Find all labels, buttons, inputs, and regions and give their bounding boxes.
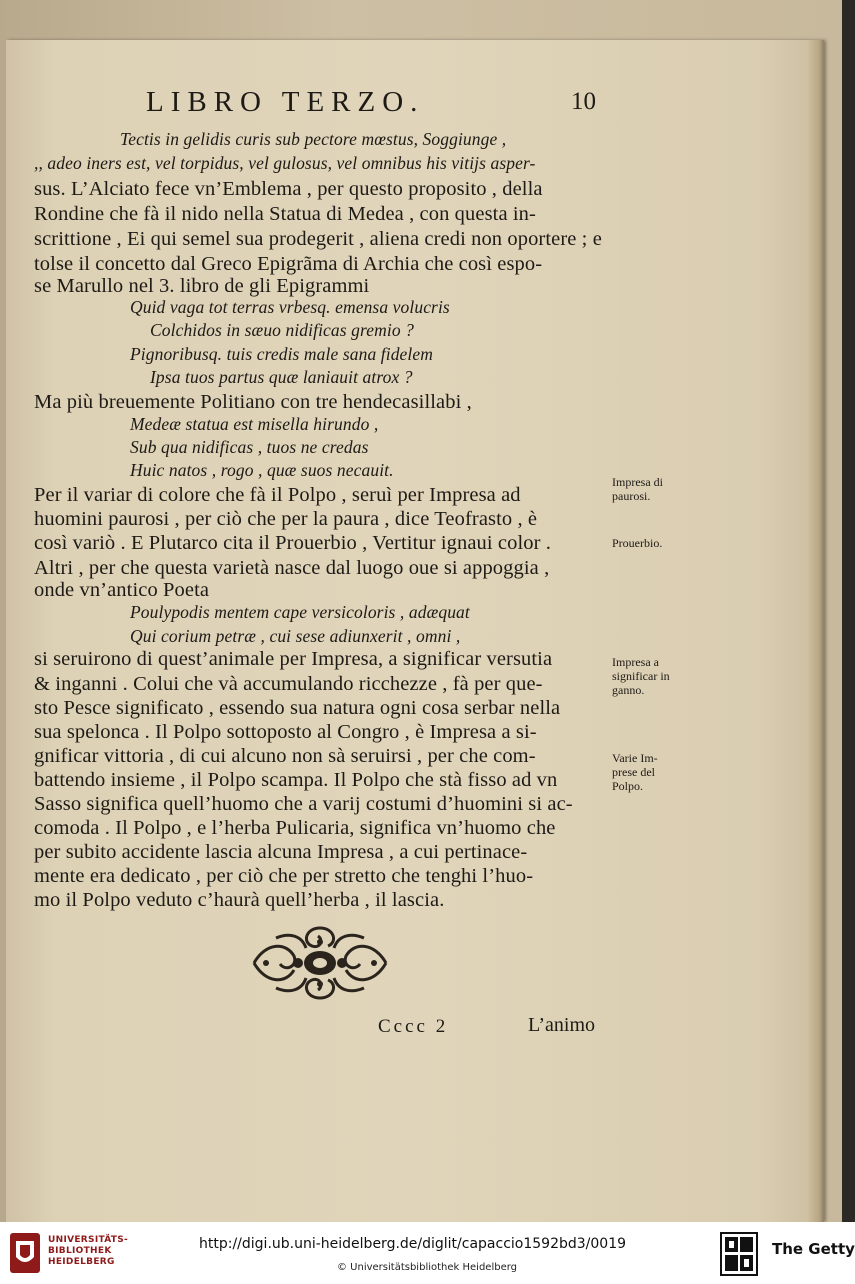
margin-note-line: Prouerbio. [612,536,663,550]
verse-line: Qui corium petræ , cui sese adiunxerit , omni , [130,626,461,646]
verse-line: Sub qua nidificas , tuos ne credas [130,437,369,457]
text-line: gnificar vittoria , di cui alcuno non sà seruirsi , per che com- [34,745,536,767]
text-line: sua spelonca . Il Polpo sottoposto al Congro , è Impresa a si- [34,721,537,743]
text-line: onde vn’antico Poeta [34,579,210,601]
verse-line: Pignoribusq. tuis credis male sana fidelem [130,344,433,364]
text-line: si seruirono di quest’animale per Impresa, a significar versutia [34,648,553,670]
margin-note-line: Polpo. [612,779,644,793]
margin-note [612,475,663,503]
text-line: sto Pesce significato , essendo sua natura ogni cosa serbar nella [34,697,561,719]
text-line: mente era dedicato , per ciò che per stretto che tenghi l’huo- [34,865,534,887]
institution-line: BIBLIOTHEK [48,1246,112,1256]
text-line: Tectis in gelidis curis sub pectore mœstus, Soggiunge , [120,129,507,149]
margin-note [612,751,658,793]
text-line: per subito accidente lascia alcuna Impresa , a cui pertinace- [34,841,528,863]
page-edge [808,40,824,1222]
fleuron-ornament-icon [246,922,394,1004]
institution-name [48,1235,128,1268]
margin-note [612,655,670,697]
text-line: Rondine che fà il nido nella Statua di Medea , con questa in- [34,203,536,225]
permalink-url[interactable]: http://digi.ub.uni-heidelberg.de/diglit/capaccio1592bd3/0019 [199,1236,627,1252]
text-line: comoda . Il Polpo , e l’herba Pulicaria, significa vn’huomo che [34,817,556,839]
verse-line: Huic natos , rogo , quæ suos necauit. [130,460,394,480]
text-line: mo il Polpo veduto c’haurà quell’herba , il lascia. [34,889,445,911]
getty-logo-icon [720,1232,758,1276]
verse-line: Ipsa tuos partus quæ laniauit atrox ? [150,367,413,387]
verse-line: Colchidos in sæuo nidificas gremio ? [150,320,414,340]
catchword: L’animo [528,1014,596,1036]
margin-note-line: paurosi. [612,489,651,503]
verse-line: Quid vaga tot terras vrbesq. emensa volucris [130,297,450,317]
verse-line: Poulypodis mentem cape versicoloris , adæquat [130,602,470,622]
margin-note-line: prese del [612,765,655,779]
text-line: Ma più breuemente Politiano con tre hendecasillabi , [34,391,472,413]
running-title: LIBRO TERZO. [146,86,425,118]
text-line: se Marullo nel 3. libro de gli Epigrammi [34,275,370,297]
university-seal-icon [8,1231,42,1275]
text-line: huomini paurosi , per ciò che per la paura , dice Teofrasto , è [34,508,538,530]
text-line: Per il variar di colore che fà il Polpo , seruì per Impresa ad [34,484,521,506]
institution-line: HEIDELBERG [48,1257,115,1267]
margin-note-line: significar in [612,669,670,683]
text-line: tolse il concetto dal Greco Epigrãma di Archia che così espo- [34,253,543,275]
text-line: scrittione , Ei qui semel sua prodegerit , aliena credi non oportere ; e [34,228,602,250]
text-line: battendo insieme , il Polpo scampa. Il Polpo che stà fisso ad vn [34,769,558,791]
text-line: & inganni . Colui che và accumulando ricchezze , fà per que- [34,673,543,695]
text-line: così variò . E Plutarco cita il Prouerbio , Vertitur ignaui color . [34,532,551,554]
margin-note [612,536,662,550]
margin-note-line: Varie Im- [612,751,658,765]
text-line: Sasso significa quell’huomo che a varij costumi d’huomini si ac- [34,793,573,815]
text-line: sus. L’Alciato fece vn’Emblema , per questo proposito , della [34,178,543,200]
signature-mark: Cccc 2 [378,1016,449,1037]
margin-note-line: Impresa di [612,475,663,489]
text-line: ,, adeo iners est, vel torpidus, vel gulosus, vel omnibus his vitijs asper- [34,153,536,173]
footer-bar [0,1222,855,1284]
partner-name: The Getty [772,1240,855,1258]
margin-note-line: Impresa a [612,655,659,669]
institution-line: UNIVERSITÄTS- [48,1235,129,1245]
margin-note-line: ganno. [612,683,645,697]
page-number: 10 [571,88,596,115]
verse-line: Medeæ statua est misella hirundo , [130,414,379,434]
copyright-text: © Universitätsbibliothek Heidelberg [337,1262,518,1273]
text-line: Altri , per che questa varietà nasce dal luogo oue si appoggia , [34,557,550,579]
